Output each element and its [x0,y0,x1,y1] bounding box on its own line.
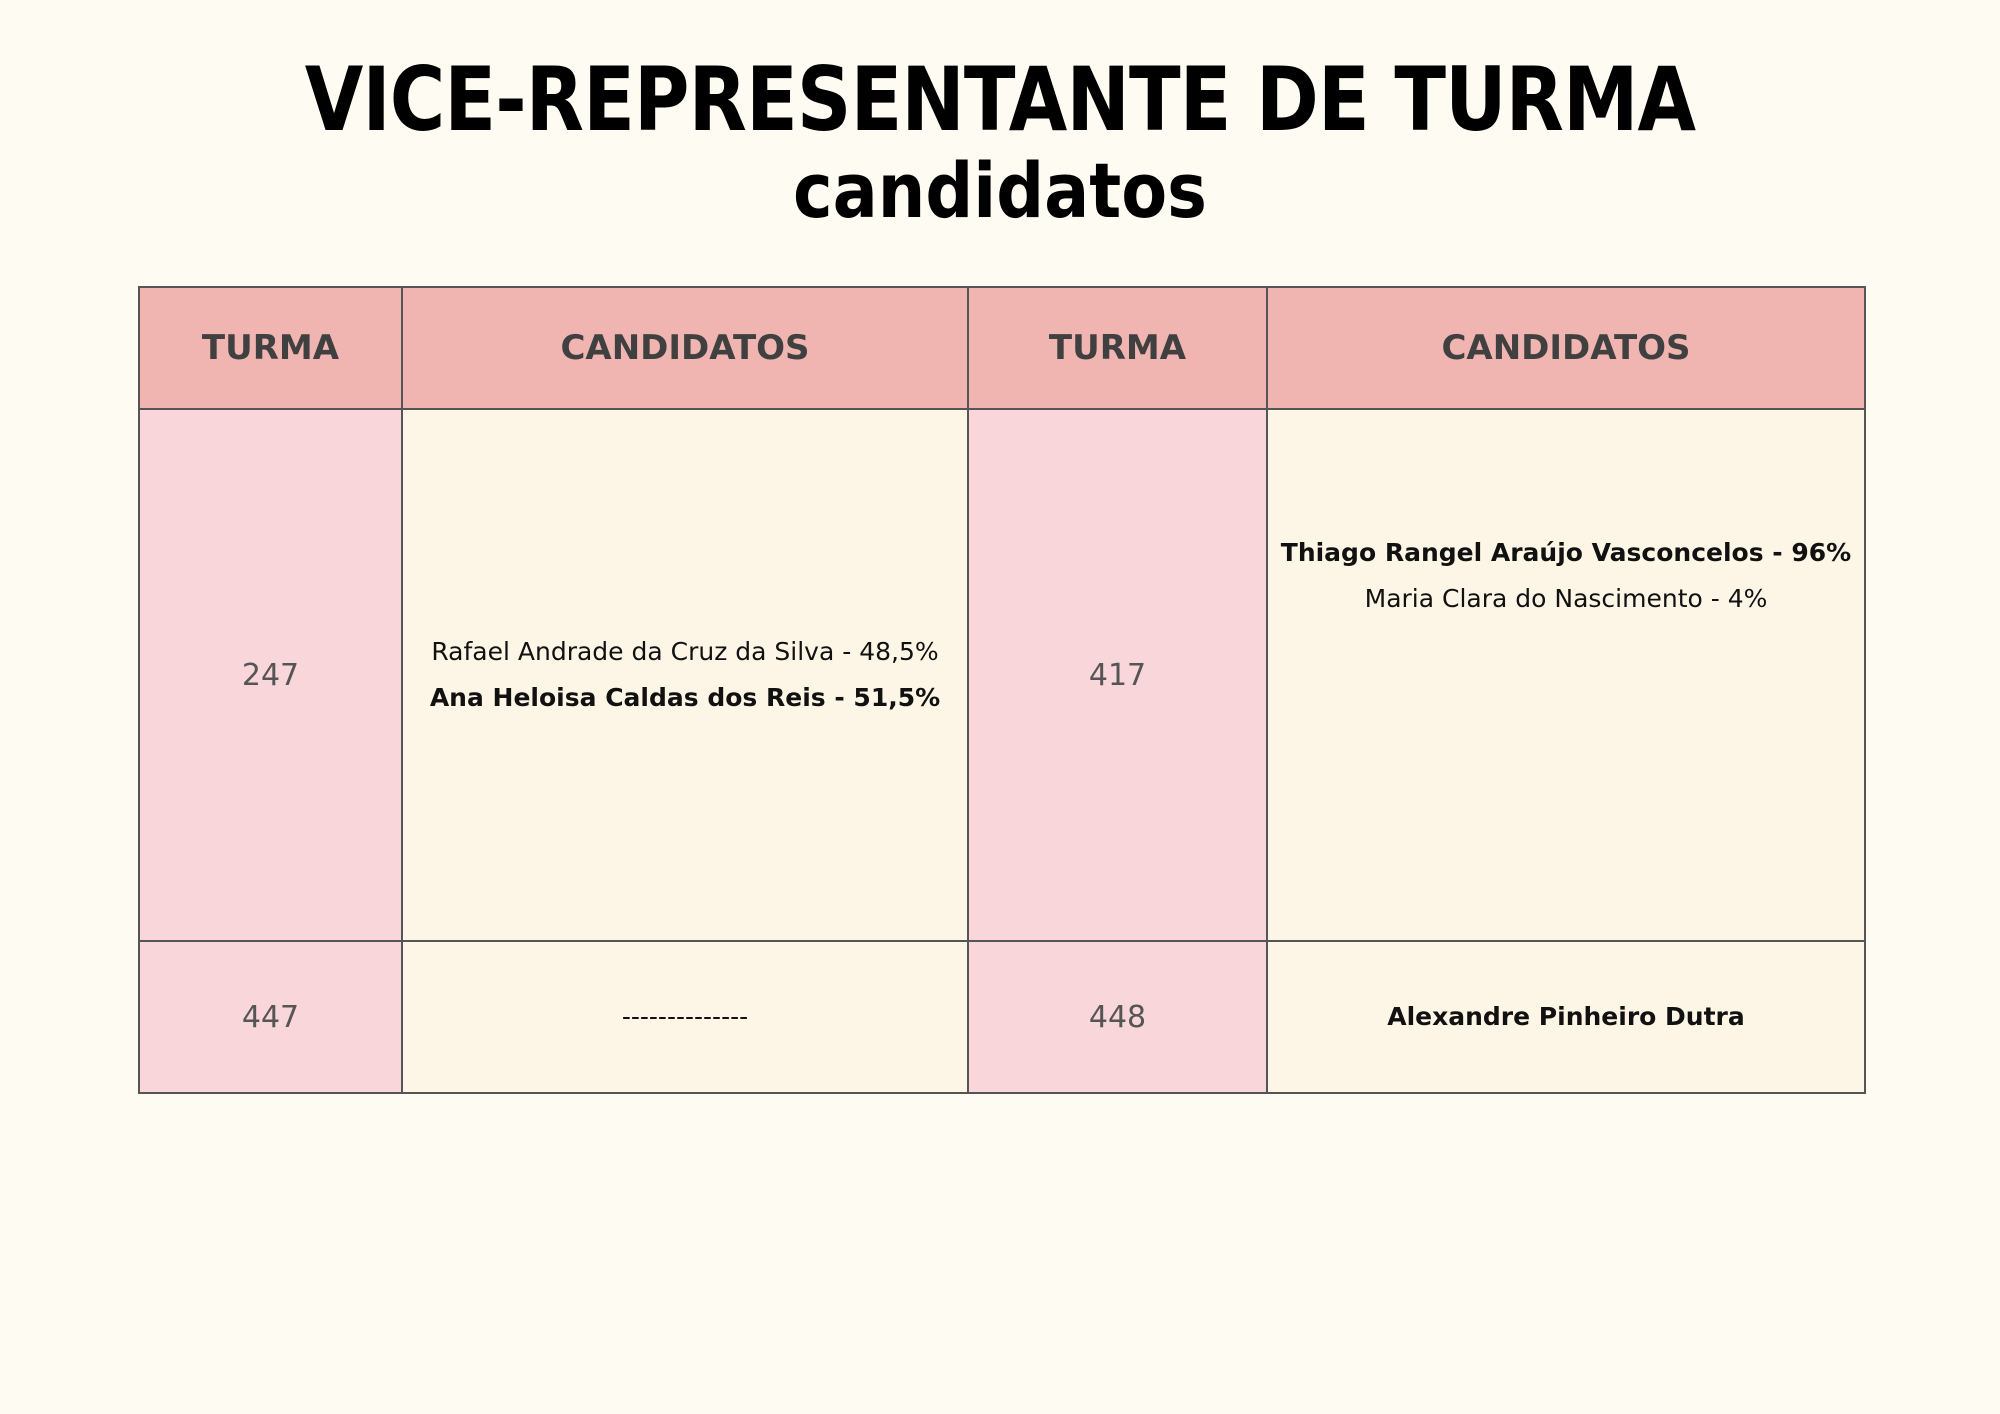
candidate-name-winner: Thiago Rangel Araújo Vasconcelos - 96% [1280,538,1852,567]
turma-cell: 447 [139,941,402,1093]
candidates-table [138,286,1866,1094]
candidates-cell [1267,409,1865,941]
table-row [139,941,1865,1093]
candidate-name: Maria Clara do Nascimento - 4% [1364,584,1768,613]
candidate-name-winner: Alexandre Pinheiro Dutra [1387,1002,1745,1031]
page-subtitle: candidatos [793,146,1207,235]
page-title: VICE-REPRESENTANTE DE TURMA [304,48,1696,151]
candidates-cell [1267,941,1865,1093]
candidates-cell [402,409,968,941]
header-turma-left: TURMA [139,287,402,409]
header-candidatos-left: CANDIDATOS [402,287,968,409]
candidates-cell [402,941,968,1093]
header-candidatos-right: CANDIDATOS [1267,287,1865,409]
candidate-name: Rafael Andrade da Cruz da Silva - 48,5% [431,637,939,666]
title-block [0,48,2000,235]
header-turma-right: TURMA [968,287,1267,409]
candidate-name-winner: Ana Heloisa Caldas dos Reis - 51,5% [429,683,941,712]
turma-cell: 417 [968,409,1267,941]
turma-cell: 448 [968,941,1267,1093]
turma-cell: 247 [139,409,402,941]
candidate-placeholder: -------------- [621,1002,749,1031]
table-header-row [139,287,1865,409]
table-row [139,409,1865,941]
